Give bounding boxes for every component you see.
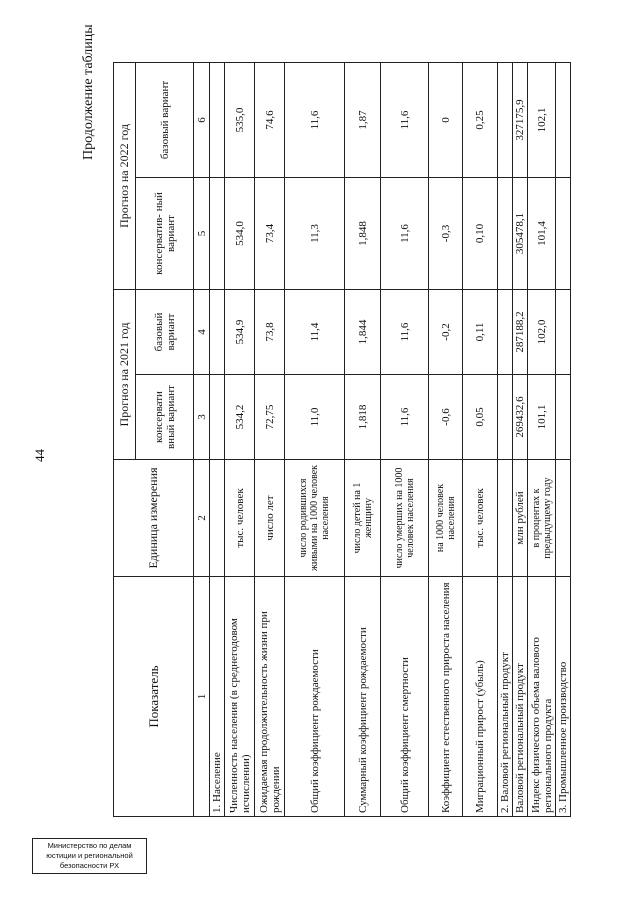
table-row	[285, 62, 345, 816]
table-row	[345, 62, 381, 816]
table-row	[225, 62, 255, 816]
row-value: 0,05	[463, 375, 498, 460]
row-value: 534,9	[225, 289, 255, 374]
row-indicator: Миграционный прирост (убыль)	[463, 577, 498, 817]
row-unit: число умерших на 1000 человек населения	[381, 460, 429, 577]
stamp-line-3: безопасности РХ	[59, 861, 120, 870]
row-value: 535,0	[225, 62, 255, 177]
header-unit: Единица измерения	[114, 460, 194, 577]
row-indicator: Индекс физического объема валового регионального продукта	[528, 577, 556, 817]
row-value: 73,8	[255, 289, 285, 374]
header-base-2022: базовый вариант	[136, 62, 194, 177]
row-value: 305478,1	[513, 177, 528, 289]
row-value: 0	[429, 62, 463, 177]
row-unit: число лет	[255, 460, 285, 577]
table-row	[528, 62, 556, 816]
row-value: 11,6	[381, 375, 429, 460]
row-value: 11,6	[381, 62, 429, 177]
stamp-line-2: юстиции и региональной	[46, 851, 133, 860]
forecast-table	[113, 62, 571, 817]
row-indicator: Коэффициент естественного прироста населения	[429, 577, 463, 817]
row-value: 287188,2	[513, 289, 528, 374]
row-value: 327175,9	[513, 62, 528, 177]
row-value: 73,4	[255, 177, 285, 289]
row-value: 11,6	[381, 177, 429, 289]
col-number-4: 4	[194, 289, 210, 374]
row-indicator: Ожидаемая продолжительность жизни при рождении	[255, 577, 285, 817]
table-row	[463, 62, 498, 816]
table-row	[429, 62, 463, 816]
row-value: -0,3	[429, 177, 463, 289]
row-unit: тыс. человек	[225, 460, 255, 577]
row-value: 11,0	[285, 375, 345, 460]
rotated-table-container	[113, 63, 570, 817]
row-unit: число родившихся живыми на 1000 человек населения	[285, 460, 345, 577]
col-number-3: 3	[194, 375, 210, 460]
section-grp: 2. Валовой региональный продукт	[498, 577, 513, 817]
continuation-title: Продолжение таблицы	[81, 24, 96, 160]
row-indicator: Общий коэффициент рождаемости	[285, 577, 345, 817]
row-value: 101,4	[528, 177, 556, 289]
section-population: 1. Население	[210, 577, 225, 817]
row-value: 269432,6	[513, 375, 528, 460]
row-unit: на 1000 человек населения	[429, 460, 463, 577]
col-number-6: 6	[194, 62, 210, 177]
section-industry: 3. Промышленное производство	[556, 577, 571, 817]
row-value: 101,1	[528, 375, 556, 460]
row-indicator: Суммарный коэффициент рождаемости	[345, 577, 381, 817]
row-value: -0,2	[429, 289, 463, 374]
row-value: 1,87	[345, 62, 381, 177]
row-value: 1,844	[345, 289, 381, 374]
header-conservative-2021: консервати вный вариант	[136, 375, 194, 460]
row-value: 534,0	[225, 177, 255, 289]
row-unit: число детей на 1 женщину	[345, 460, 381, 577]
row-value: 102,1	[528, 62, 556, 177]
row-value: 0,11	[463, 289, 498, 374]
table-row	[381, 62, 429, 816]
col-number-5: 5	[194, 177, 210, 289]
row-value: 11,6	[285, 62, 345, 177]
stamp-line-1: Министерство по делам	[47, 841, 132, 850]
row-value: 0,25	[463, 62, 498, 177]
row-unit: млн рублей	[513, 460, 528, 577]
row-indicator: Численность населения (в среднегодовом исчислении)	[225, 577, 255, 817]
col-number-1: 1	[194, 577, 210, 817]
row-value: 102,0	[528, 289, 556, 374]
row-value: 11,6	[381, 289, 429, 374]
header-forecast-2022: Прогноз на 2022 год	[114, 62, 136, 289]
row-value: 1,818	[345, 375, 381, 460]
row-value: 534,2	[225, 375, 255, 460]
header-conservative-2022: консерватив- ный вариант	[136, 177, 194, 289]
row-value: 11,4	[285, 289, 345, 374]
row-indicator: Валовой региональный продукт	[513, 577, 528, 817]
row-value: -0,6	[429, 375, 463, 460]
page-number: 44	[32, 449, 47, 462]
row-value: 0,10	[463, 177, 498, 289]
row-indicator: Общий коэффициент смертности	[381, 577, 429, 817]
header-forecast-2021: Прогноз на 2021 год	[114, 289, 136, 459]
row-value: 11,3	[285, 177, 345, 289]
ministry-stamp	[32, 838, 147, 874]
col-number-2: 2	[194, 460, 210, 577]
row-value: 72,75	[255, 375, 285, 460]
row-value: 74,6	[255, 62, 285, 177]
row-unit: тыс. человек	[463, 460, 498, 577]
table-row	[513, 62, 528, 816]
row-value: 1,848	[345, 177, 381, 289]
table-row	[255, 62, 285, 816]
header-base-2021: базовый вариант	[136, 289, 194, 374]
row-unit: в процентах к предыдущему году	[528, 460, 556, 577]
header-indicator: Показатель	[114, 577, 194, 817]
